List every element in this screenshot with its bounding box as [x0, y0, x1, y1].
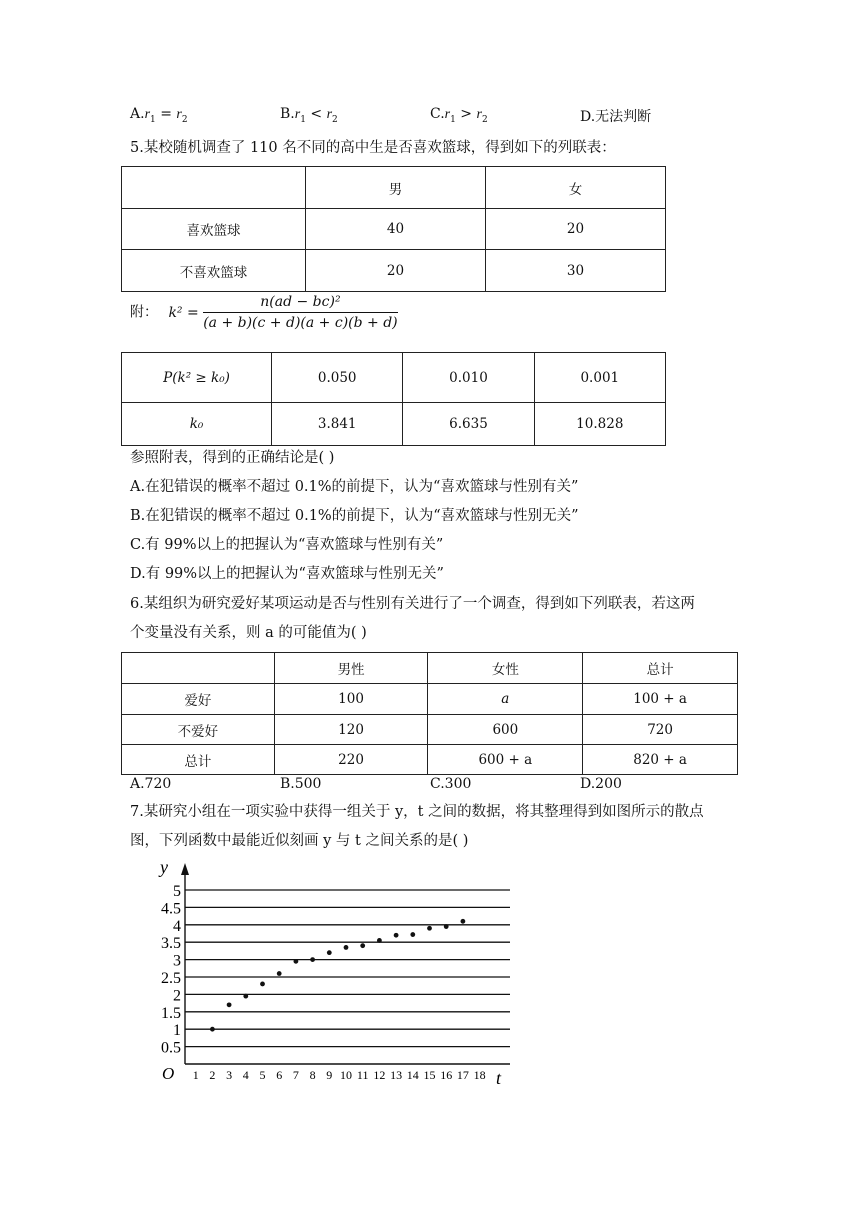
q6-stem-line1: 6.某组织为研究爱好某项运动是否与性别有关进行了一个调查，得到如下列联表，若这两	[130, 596, 695, 612]
y-tick-label: 0.5	[161, 1039, 181, 1057]
q6-option-b: B.500	[280, 776, 322, 792]
x-tick-label: 16	[440, 1068, 453, 1082]
table-cell: 不喜欢篮球	[122, 250, 306, 292]
table-cell: 30	[485, 250, 665, 292]
table-cell: 100 + a	[583, 684, 738, 715]
data-point	[327, 950, 332, 955]
x-tick-label: 1	[192, 1068, 199, 1082]
y-tick-label: 4	[173, 917, 181, 935]
x-tick-label: 17	[456, 1068, 469, 1082]
table-cell: 0.050	[272, 353, 403, 403]
x-tick-label: 9	[326, 1068, 333, 1082]
table-cell: 220	[274, 745, 428, 775]
q4-option-b: $B.r_1 < r_2$	[280, 106, 338, 125]
q7-stem-line2: 图，下列函数中最能近似刻画 y 与 t 之间关系的是( )	[130, 833, 469, 849]
formula-numerator: n(ad − bc)²	[203, 294, 397, 313]
data-point	[394, 933, 399, 938]
x-tick-label: 12	[373, 1068, 386, 1082]
table-cell: 20	[485, 209, 665, 250]
q6-header-female: 女性	[428, 653, 583, 684]
q6-header-empty	[122, 653, 275, 684]
q5-header-male: 男	[305, 167, 485, 209]
x-tick-label: 13	[390, 1068, 403, 1082]
y-axis-label: y	[160, 857, 168, 877]
table-cell: 6.635	[403, 403, 534, 446]
chi-square-formula	[130, 294, 398, 331]
x-tick-label: 7	[292, 1068, 299, 1082]
data-point	[227, 1002, 232, 1007]
y-tick-label: 3.5	[161, 935, 181, 953]
q6-option-a: A.720	[130, 776, 172, 792]
table-cell: 不爱好	[122, 715, 275, 745]
table-cell: 100	[274, 684, 428, 715]
data-point	[294, 959, 299, 964]
data-point	[210, 1027, 215, 1032]
q6-header-total: 总计	[583, 653, 738, 684]
data-point	[243, 994, 248, 999]
q4-option-a: $A.r_1 = r_2$	[130, 106, 188, 125]
appendix-label: 附：	[130, 304, 158, 321]
x-tick-label: 6	[276, 1068, 283, 1082]
ref-row1-label: P(k² ≥ k₀)	[122, 353, 272, 403]
q5-option-d: D.有 99%以上的把握认为“喜欢篮球与性别无关”	[130, 566, 444, 582]
q6-option-d: D.200	[580, 776, 622, 792]
table-cell: 喜欢篮球	[122, 209, 306, 250]
origin-label: O	[162, 1064, 175, 1083]
table-cell: 600	[428, 715, 583, 745]
q6-contingency-table	[121, 652, 738, 775]
q6-header-male: 男性	[274, 653, 428, 684]
data-point	[461, 919, 466, 924]
table-cell: 40	[305, 209, 485, 250]
formula-denominator: (a + b)(c + d)(a + c)(b + d)	[203, 315, 398, 331]
q6-stem-line2: 个变量没有关系，则 a 的可能值为( )	[130, 625, 367, 641]
q5-option-a: A.在犯错误的概率不超过 0.1%的前提下，认为“喜欢篮球与性别有关”	[130, 479, 579, 495]
data-point	[260, 982, 265, 987]
chart-grid	[185, 890, 510, 1064]
y-tick-label: 1.5	[161, 1004, 181, 1022]
y-tick-label: 1	[173, 1022, 181, 1040]
formula-lhs: k² =	[168, 304, 199, 321]
y-tick-label: 2.5	[161, 970, 181, 987]
table-cell: 爱好	[122, 684, 275, 715]
q5-stem: 5.某校随机调查了 110 名不同的高中生是否喜欢篮球，得到如下的列联表：	[130, 140, 616, 156]
q5-header-empty	[122, 167, 306, 209]
x-tick-label: 11	[356, 1068, 369, 1082]
y-axis-arrow	[181, 863, 189, 875]
q6-option-c: C.300	[430, 776, 472, 792]
table-cell: a	[428, 684, 583, 715]
y-tick-label: 4.5	[161, 900, 181, 918]
scatter-plot	[150, 855, 510, 1095]
x-tick-label: 5	[259, 1068, 266, 1082]
table-cell: 20	[305, 250, 485, 292]
table-cell: 720	[583, 715, 738, 745]
q5-contingency-table	[121, 166, 666, 292]
table-cell: 总计	[122, 745, 275, 775]
q5-question: 参照附表，得到的正确结论是( )	[130, 450, 335, 466]
x-tick-label: 8	[309, 1068, 316, 1082]
x-tick-label: 10	[340, 1068, 352, 1082]
q5-header-female: 女	[485, 167, 665, 209]
ref-row2-label: k₀	[122, 403, 272, 446]
x-axis-label: t	[496, 1068, 502, 1088]
data-point	[344, 945, 349, 950]
x-tick-label: 14	[406, 1068, 419, 1082]
y-tick-label: 5	[173, 883, 181, 900]
table-cell: 10.828	[534, 403, 665, 446]
q5-option-b: B.在犯错误的概率不超过 0.1%的前提下，认为“喜欢篮球与性别无关”	[130, 508, 579, 524]
q5-option-c: C.有 99%以上的把握认为“喜欢篮球与性别有关”	[130, 537, 444, 553]
formula-fraction	[203, 294, 397, 331]
x-tick-label: 3	[226, 1068, 233, 1082]
data-points	[210, 919, 465, 1032]
y-tick-label: 2	[173, 987, 181, 1005]
data-point	[310, 957, 315, 962]
x-tick-label: 18	[473, 1068, 486, 1082]
table-cell: 600 + a	[428, 745, 583, 775]
x-tick-label: 2	[209, 1068, 216, 1082]
q5-reference-table	[121, 352, 666, 446]
data-point	[377, 938, 382, 943]
x-tick-label: 15	[423, 1068, 436, 1082]
q4-option-c: $C.r_1 > r_2$	[430, 106, 488, 125]
data-point	[360, 943, 365, 948]
data-point	[410, 932, 415, 937]
q4-option-d: D.无法判断	[580, 109, 652, 125]
table-cell: 820 + a	[583, 745, 738, 775]
table-cell: 3.841	[272, 403, 403, 446]
table-cell: 120	[274, 715, 428, 745]
table-cell: 0.001	[534, 353, 665, 403]
x-tick-label: 4	[242, 1068, 249, 1082]
y-tick-label: 3	[173, 952, 181, 970]
data-point	[277, 971, 282, 976]
table-cell: 0.010	[403, 353, 534, 403]
q7-stem-line1: 7.某研究小组在一项实验中获得一组关于 y，t 之间的数据，将其整理得到如图所示的散点	[130, 804, 704, 820]
x-tick-labels	[193, 1068, 486, 1082]
data-point	[444, 924, 449, 929]
y-tick-labels	[161, 883, 181, 1057]
chart-axes	[181, 863, 510, 1064]
data-point	[427, 926, 432, 931]
